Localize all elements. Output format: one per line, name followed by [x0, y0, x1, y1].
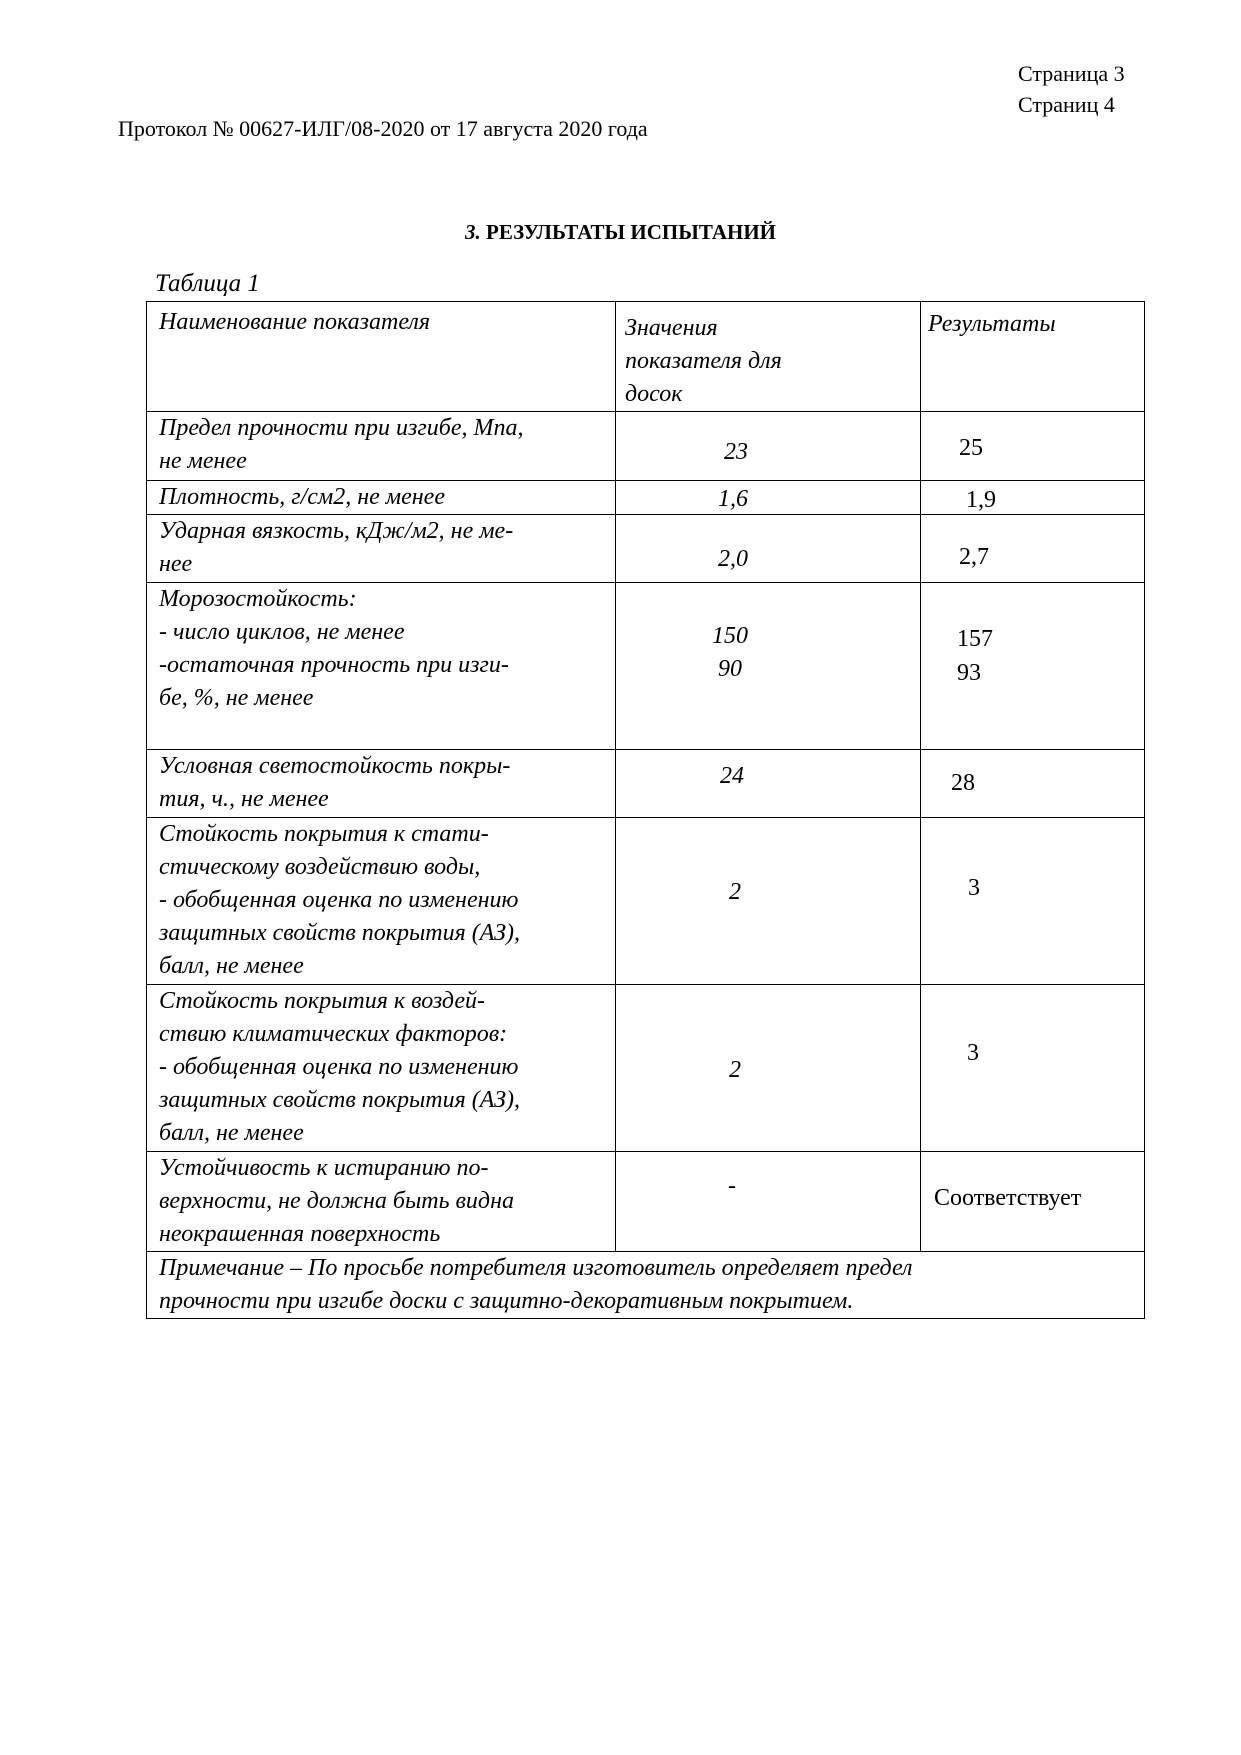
- indicator-name-line: бе, %, не менее: [159, 685, 314, 711]
- indicator-name-line: Предел прочности при изгибе, Мпа,: [159, 415, 524, 441]
- indicator-value: 150: [712, 623, 748, 649]
- indicator-value-cell: [616, 818, 921, 985]
- indicator-result: 1,9: [966, 487, 996, 513]
- indicator-name-line: тия, ч., не менее: [159, 786, 329, 812]
- indicator-name-line: Ударная вязкость, кДж/м2, не ме-: [159, 518, 514, 544]
- indicator-result: 157: [957, 626, 993, 652]
- table-row: [147, 1152, 1145, 1252]
- section-title: [0, 218, 1241, 246]
- table-note-line: Примечание – По просьбе потребителя изготовитель определяет предел: [159, 1255, 913, 1281]
- indicator-result: 28: [951, 770, 975, 796]
- table-note-line: прочности при изгибе доски с защитно-декоративным покрытием.: [159, 1288, 854, 1314]
- indicator-value-cell: [616, 583, 921, 750]
- indicator-result-cell: [921, 481, 1145, 515]
- indicator-name-line: - число циклов, не менее: [159, 619, 405, 645]
- indicator-name: [147, 583, 616, 750]
- table-row: [147, 750, 1145, 818]
- indicator-result: 3: [967, 1040, 979, 1066]
- indicator-result-cell: [921, 412, 1145, 481]
- indicator-name: [147, 750, 616, 818]
- indicator-result-cell: [921, 818, 1145, 985]
- page-number-block: [1018, 58, 1125, 120]
- indicator-name-line: защитных свойств покрытия (АЗ),: [159, 1087, 520, 1113]
- indicator-name-line: балл, не менее: [159, 1120, 304, 1146]
- column-header-result: Результаты: [921, 302, 1145, 412]
- indicator-name-line: Морозостойкость:: [159, 586, 357, 612]
- table-note: [147, 1252, 1145, 1319]
- indicator-value-cell: [616, 481, 921, 515]
- indicator-name-line: Условная светостойкость покры-: [159, 753, 511, 779]
- indicator-name-line: не менее: [159, 448, 247, 474]
- indicator-name-line: балл, не менее: [159, 953, 304, 979]
- column-header-indicator: Наименование показателя: [147, 302, 616, 412]
- indicator-name-line: стическому воздействию воды,: [159, 854, 481, 880]
- section-number: 3.: [465, 220, 481, 244]
- table-caption: Таблица 1: [155, 270, 260, 297]
- indicator-name-line: Устойчивость к истиранию по-: [159, 1155, 489, 1181]
- indicator-value-cell: [616, 1152, 921, 1252]
- table-row: [147, 515, 1145, 583]
- indicator-value-cell: [616, 515, 921, 583]
- table-row: [147, 481, 1145, 515]
- indicator-name-line: неокрашенная поверхность: [159, 1221, 441, 1247]
- indicator-name: [147, 412, 616, 481]
- indicator-name-line: защитных свойств покрытия (АЗ),: [159, 920, 520, 946]
- indicator-result: Соответствует: [934, 1185, 1082, 1211]
- indicator-value: 23: [724, 439, 748, 465]
- section-title-text: РЕЗУЛЬТАТЫ ИСПЫТАНИЙ: [486, 220, 776, 244]
- indicator-value-cell: [616, 412, 921, 481]
- indicator-name: [147, 985, 616, 1152]
- table-row: [147, 412, 1145, 481]
- total-pages: Страниц 4: [1018, 92, 1115, 117]
- results-table: [146, 301, 1145, 1319]
- table-header-row: [147, 302, 1145, 412]
- indicator-result: 93: [957, 660, 981, 686]
- indicator-name: [147, 818, 616, 985]
- indicator-value: 90: [718, 656, 742, 682]
- indicator-name-line: - обобщенная оценка по изменению: [159, 1054, 519, 1080]
- indicator-value: -: [728, 1173, 736, 1199]
- indicator-result-cell: [921, 515, 1145, 583]
- indicator-result-cell: [921, 750, 1145, 818]
- table-row: [147, 985, 1145, 1152]
- column-header-value-line: Значения: [625, 315, 718, 341]
- indicator-value: 2: [729, 879, 741, 905]
- indicator-value-cell: [616, 750, 921, 818]
- column-header-value-line: показателя для: [625, 348, 782, 374]
- table-row: [147, 583, 1145, 750]
- indicator-value: 24: [720, 763, 744, 789]
- page-number: Страница 3: [1018, 61, 1125, 86]
- column-header-value-line: досок: [625, 381, 683, 407]
- indicator-value: 2: [729, 1057, 741, 1083]
- indicator-value: 1,6: [718, 486, 748, 512]
- indicator-name-line: Плотность, г/см2, не менее: [159, 484, 445, 510]
- indicator-name-line: - обобщенная оценка по изменению: [159, 887, 519, 913]
- protocol-header: Протокол № 00627-ИЛГ/08-2020 от 17 августа 2020 года: [118, 116, 648, 141]
- indicator-result: 3: [968, 875, 980, 901]
- indicator-value: 2,0: [718, 546, 748, 572]
- indicator-name-line: Стойкость покрытия к воздей-: [159, 988, 486, 1014]
- indicator-name: [147, 515, 616, 583]
- indicator-value-cell: [616, 985, 921, 1152]
- indicator-result: 2,7: [959, 544, 989, 570]
- column-header-value: [616, 302, 921, 412]
- indicator-name: [147, 481, 616, 515]
- indicator-name-line: нее: [159, 551, 193, 577]
- indicator-result-cell: [921, 1152, 1145, 1252]
- indicator-name-line: Стойкость покрытия к стати-: [159, 821, 489, 847]
- indicator-name-line: ствию климатических факторов:: [159, 1021, 508, 1047]
- indicator-result-cell: [921, 583, 1145, 750]
- indicator-result: 25: [959, 435, 983, 461]
- indicator-name-line: -остаточная прочность при изги-: [159, 652, 509, 678]
- indicator-name: [147, 1152, 616, 1252]
- table-note-row: [147, 1252, 1145, 1319]
- indicator-result-cell: [921, 985, 1145, 1152]
- table-row: [147, 818, 1145, 985]
- indicator-name-line: верхности, не должна быть видна: [159, 1188, 514, 1214]
